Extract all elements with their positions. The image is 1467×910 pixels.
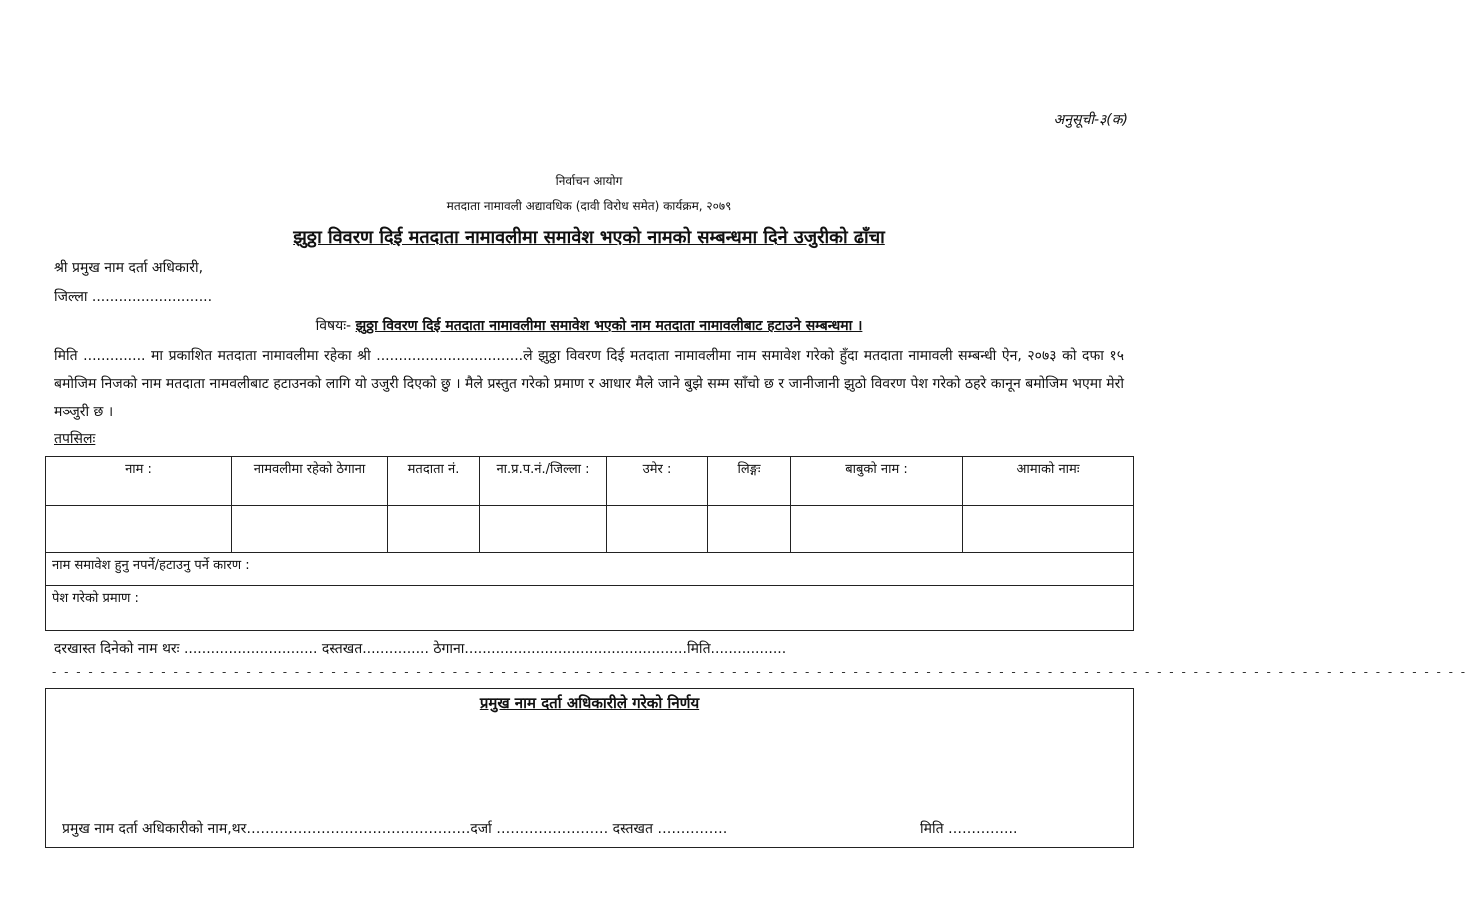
applicant-line: दरखास्त दिनेको नाम थरः .............................. दस्तखत............... ठेगाना..................................................मिति................. bbox=[54, 641, 787, 657]
details-label: तपसिलः bbox=[54, 431, 96, 447]
column-header-voter-number: मतदाता नं. bbox=[388, 457, 480, 506]
citizenship-cell[interactable] bbox=[480, 506, 607, 553]
column-header-citizenship: ना.प्र.प.नं./जिल्ला : bbox=[480, 457, 607, 506]
age-cell[interactable] bbox=[607, 506, 708, 553]
address-cell[interactable] bbox=[232, 506, 388, 553]
officer-signature-line: प्रमुख नाम दर्ता अधिकारीको नाम,थर…………………………………………दर्जा …………………… दस्तखत …………… bbox=[62, 821, 728, 837]
form-title: झुठ्ठा विवरण दिई मतदाता नामावलीमा समावेश भएको नामको सम्बन्धमा दिने उजुरीको ढाँचा bbox=[293, 227, 885, 248]
column-header-age: उमेर : bbox=[607, 457, 708, 506]
details-header-row bbox=[46, 457, 1134, 506]
column-header-address: नामवलीमा रहेको ठेगाना bbox=[232, 457, 388, 506]
mother-name-cell[interactable] bbox=[963, 506, 1134, 553]
father-name-cell[interactable] bbox=[791, 506, 963, 553]
decision-box bbox=[45, 688, 1134, 848]
address-line-district: जिल्ला ........................... bbox=[54, 289, 213, 305]
schedule-reference: अनुसूची-३(क) bbox=[1053, 112, 1128, 128]
details-entry-row bbox=[46, 506, 1134, 553]
voter-number-cell[interactable] bbox=[388, 506, 480, 553]
organization-name: निर्वाचन आयोग bbox=[555, 174, 623, 188]
details-table bbox=[45, 456, 1134, 631]
column-header-mother-name: आमाको नामः bbox=[963, 457, 1134, 506]
subject-label: विषयः- bbox=[315, 318, 352, 334]
address-line-officer: श्री प्रमुख नाम दर्ता अधिकारी, bbox=[54, 260, 204, 276]
column-header-father-name: बाबुको नाम : bbox=[791, 457, 963, 506]
proof-cell[interactable]: पेश गरेको प्रमाण : bbox=[46, 586, 1134, 631]
officer-date-line: मिति …………... bbox=[920, 821, 1018, 837]
subject-text: झुठ्ठा विवरण दिई मतदाता नामावलीमा समावेश भएको नाम मतदाता नामावलीबाट हटाउने सम्बन्धमा । bbox=[355, 318, 863, 334]
decision-title: प्रमुख नाम दर्ता अधिकारीले गरेको निर्णय bbox=[479, 694, 700, 712]
column-header-gender: लिङ्गः bbox=[708, 457, 791, 506]
reason-cell[interactable]: नाम समावेश हुनु नपर्ने/हटाउनु पर्ने कारण : bbox=[46, 553, 1134, 586]
complaint-body: मिति .............. मा प्रकाशित मतदाता नामावलीमा रहेका श्री .................................ले झुठ्ठा विवरण दिई मतदाता नामावलीमा नाम समावेश गरेको हुँदा मतदाता नामावली सम्बन्धी ऐन, २०७३ को दफा १५ बमोजिम निजको नाम मतदाता नामवलीबाट हटाउनको लागि यो उजुरी दिएको छु । मैले प्रस्तुत गरेको प्रमाण र आधार मैले जाने बुझे सम्म साँचो छ र जानीजानी झुठो विवरण पेश गरेको ठहरे कानून बमोजिम भएमा मेरो मञ्जुरी छ । bbox=[54, 348, 1124, 420]
name-cell[interactable] bbox=[46, 506, 232, 553]
cut-line-separator: - - - - - - - - - - - - - - - - - - - - - - - - - - - - - - - - - - - - - - - - - - - - - - - - - - - - - - - - - - - - - - - - - - - - - - - - - - - - - - - - - - - - - - - - - - - - - - - - - - - - - - - - - - - - - - - - - - - - - bbox=[52, 665, 1467, 679]
subject-line bbox=[0, 316, 1178, 335]
reason-row bbox=[46, 553, 1134, 586]
proof-row bbox=[46, 586, 1134, 631]
gender-cell[interactable] bbox=[708, 506, 791, 553]
program-name: मतदाता नामावली अद्यावधिक (दावी विरोध समेत) कार्यक्रम, २०७९ bbox=[446, 199, 732, 213]
column-header-name: नाम : bbox=[46, 457, 232, 506]
